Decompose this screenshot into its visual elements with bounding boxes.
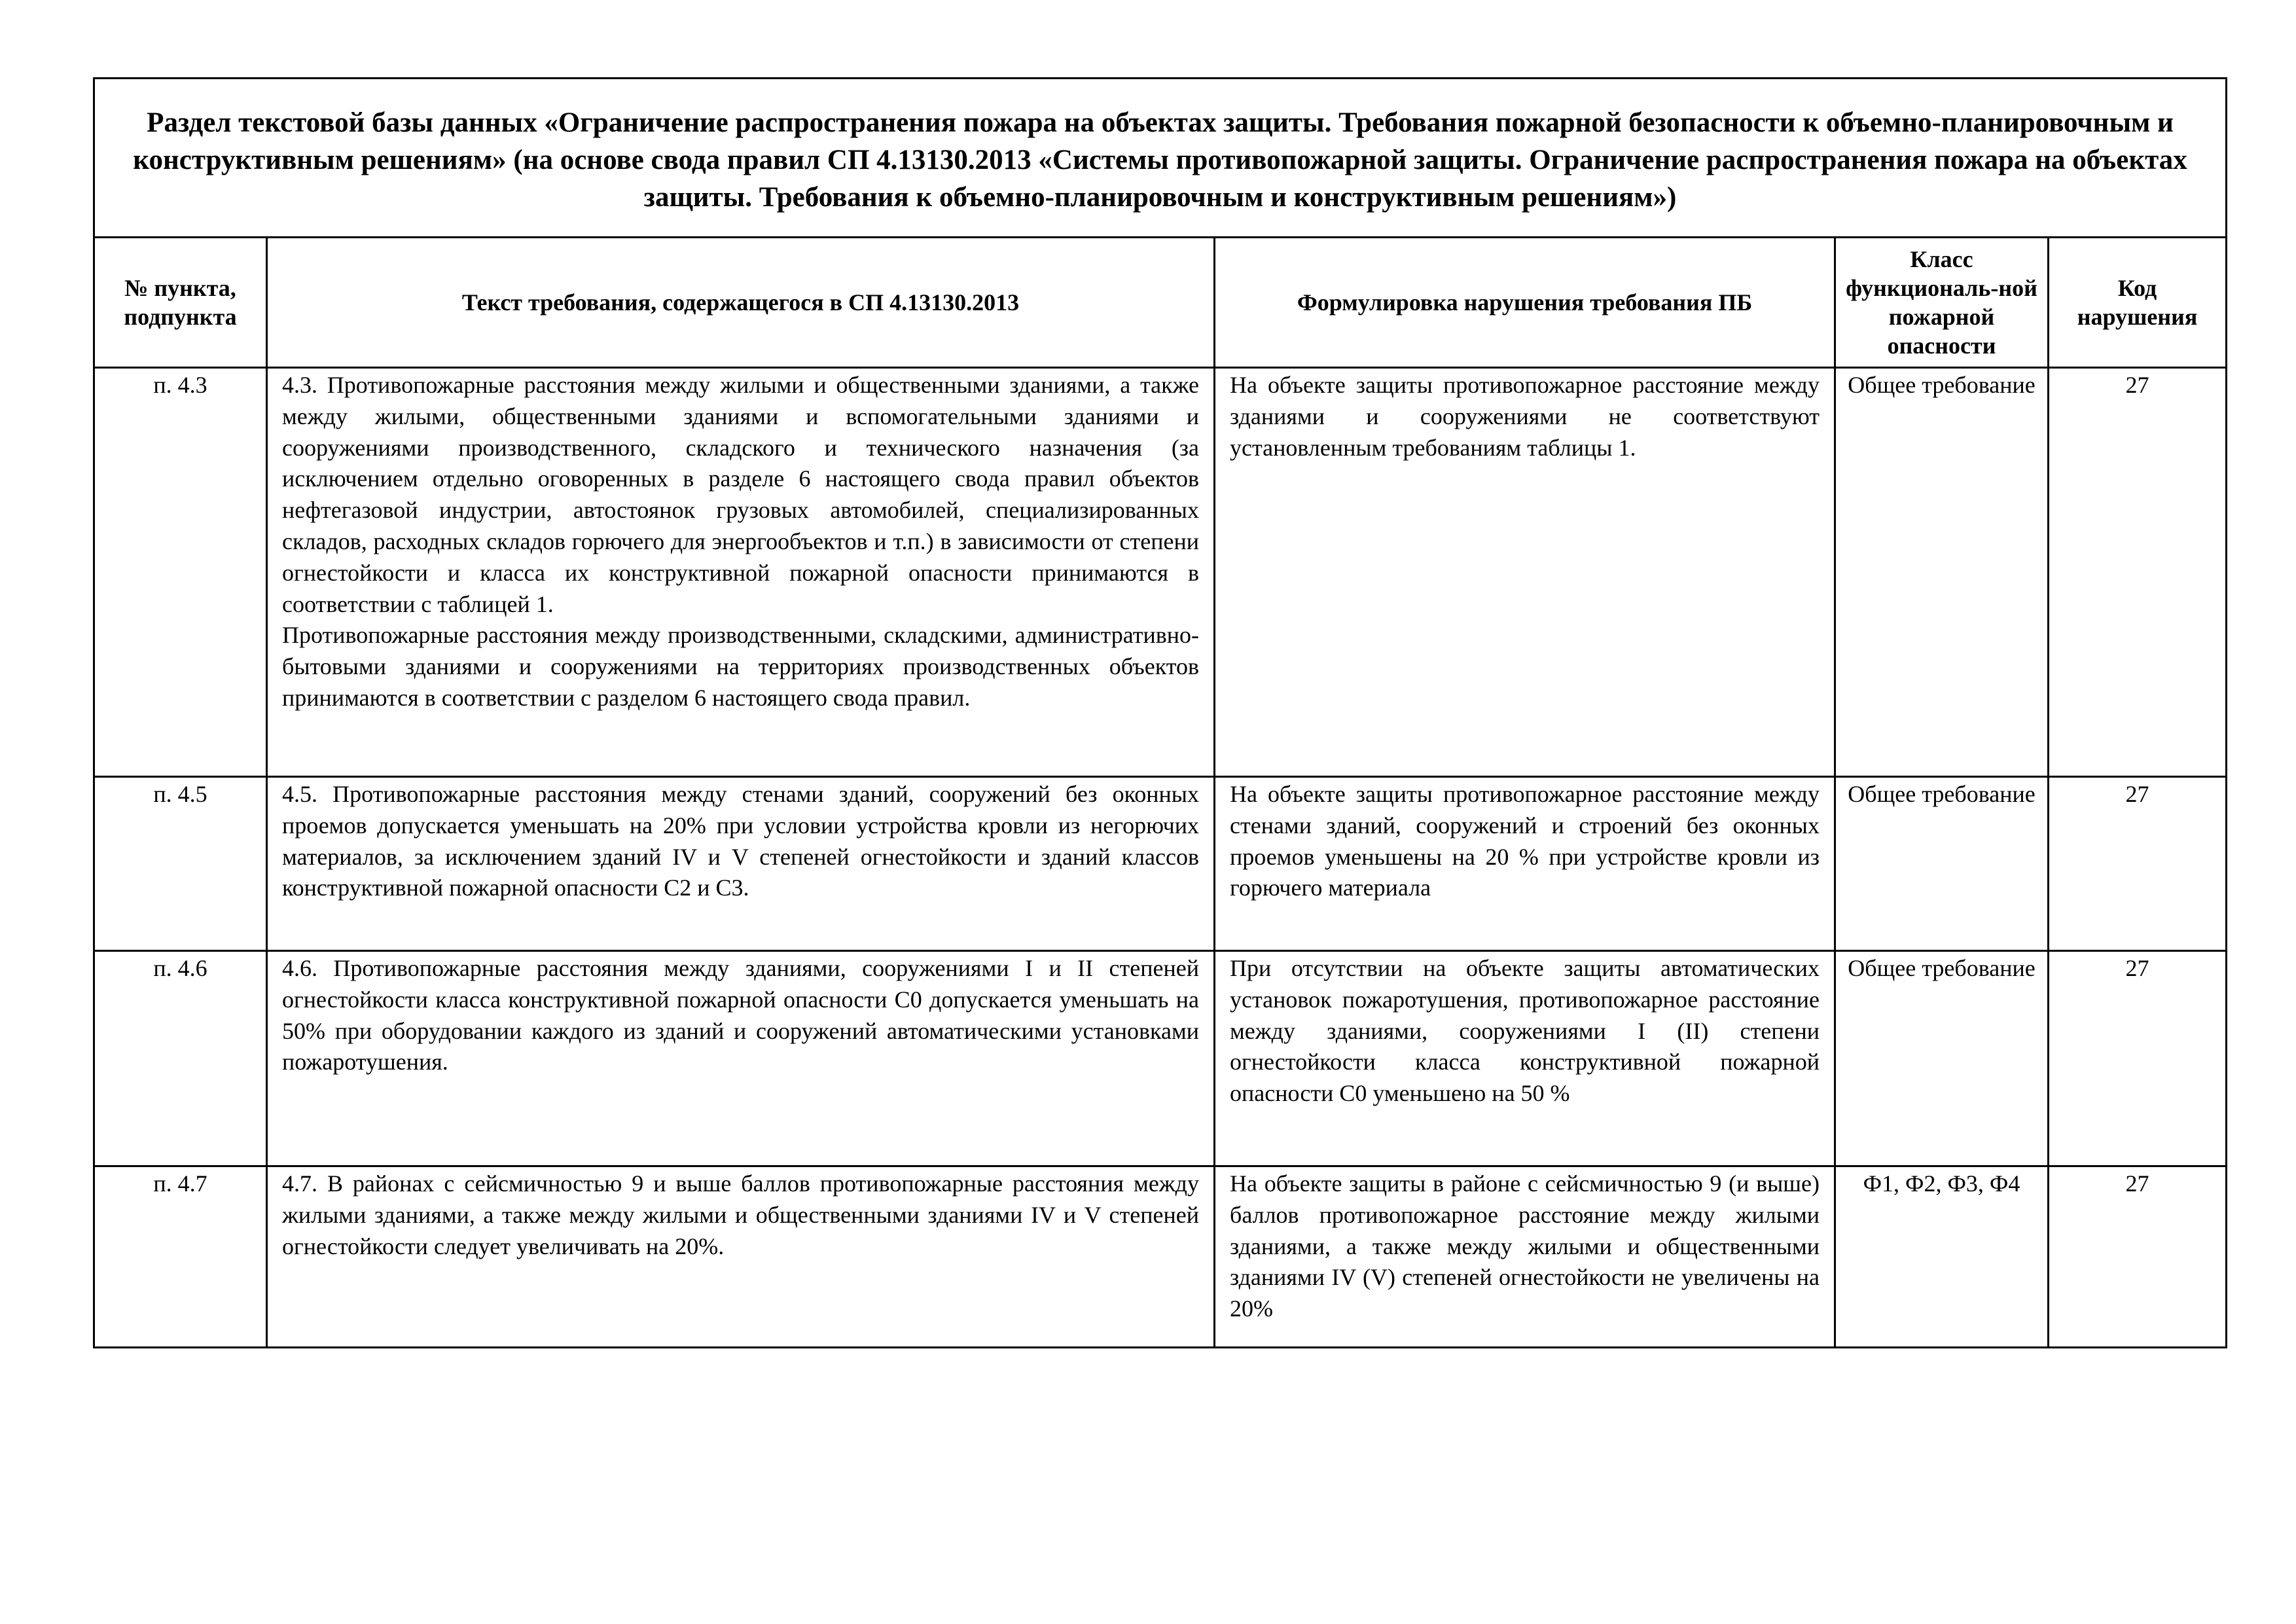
header-text: Текст требования, содержащегося в СП 4.13130.2013 [267,238,1215,368]
row-text-cell [267,1166,1215,1348]
row-violation-cell [1215,951,1835,1166]
violation-text: На объекте защиты противопожарное расстояние между зданиями и сооружениями не соответствуют установленным требованиям таблицы 1. [1230,372,1820,461]
row-violation-cell [1215,1166,1835,1348]
row-fclass-cell: Общее требование [1835,368,2049,777]
requirement-text: 4.6. Противопожарные расстояния между зданиями, сооружениями I и II степеней огнестойкости класса конструктивной пожарной опасности С0 допускается уменьшать на 50% при оборудовании каждого из зданий и сооружений автоматическими установками пожаротушения. [282,955,1199,1075]
header-violation: Формулировка нарушения требования ПБ [1215,238,1835,368]
row-num-cell: п. 4.7 [94,1166,267,1348]
requirement-text: 4.5. Противопожарные расстояния между стенами зданий, сооружений без оконных проемов допускается уменьшать на 20% при условии устройства кровли из негорючих материалов, за исключением зданий IV и V степеней огнестойкости и зданий классов конструктивной пожарной опасности С2 и С3. [282,781,1199,901]
requirement-text: 4.7. В районах с сейсмичностью 9 и выше баллов противопожарные расстояния между жилыми зданиями, а также между жилыми и общественными зданиями IV и V степеней огнестойкости следует увеличивать на 20%. [282,1170,1199,1259]
violation-text: На объекте защиты в районе с сейсмичностью 9 (и выше) баллов противопожарное расстояние между жилыми зданиями, а также между жилыми и общественными зданиями IV (V) степеней огнестойкости не увеличены на 20% [1230,1170,1820,1322]
requirements-table [93,77,2227,1348]
row-fclass-cell: Ф1, Ф2, Ф3, Ф4 [1835,1166,2049,1348]
violation-text: На объекте защиты противопожарное расстояние между стенами зданий, сооружений и строений без оконных проемов уменьшены на 20 % при устройстве кровли из горючего материала [1230,781,1820,901]
requirement-text-extra: Противопожарные расстояния между производственными, складскими, административно-бытовыми зданиями и сооружениями на территориях производственных объектов принимаются в соответствии с разделом 6 настоящего свода правил. [282,622,1199,711]
requirement-text: 4.3. Противопожарные расстояния между жилыми и общественными зданиями, а также между жилыми, общественными зданиями и вспомогательными зданиями и сооружениями производственного, складского и технического назначения (за исключением отдельно оговоренных в разделе 6 настоящего свода правил объектов нефтегазовой индустрии, автостоянок грузовых автомобилей, специализированных складов, расходных складов горючего для энергообъектов и т.п.) в зависимости от степени огнестойкости и класса их конструктивной пожарной опасности принимаются в соответствии с таблицей 1. [282,372,1199,617]
row-text-cell [267,368,1215,777]
header-fclass: Класс функциональ-ной пожарной опасности [1835,238,2049,368]
table-row [94,951,2227,1166]
row-violation-cell [1215,777,1835,951]
header-row [94,238,2227,368]
table-row [94,777,2227,951]
row-code-cell: 27 [2049,1166,2227,1348]
row-num-cell: п. 4.6 [94,951,267,1166]
row-code-cell: 27 [2049,951,2227,1166]
header-code: Код нарушения [2049,238,2227,368]
row-violation-cell [1215,368,1835,777]
row-fclass-cell: Общее требование [1835,951,2049,1166]
row-code-cell: 27 [2049,777,2227,951]
row-num-cell: п. 4.5 [94,777,267,951]
title-row [94,79,2227,238]
row-num-cell: п. 4.3 [94,368,267,777]
header-num: № пункта, подпункта [94,238,267,368]
table-row [94,368,2227,777]
document-title: Раздел текстовой базы данных «Ограничение распространения пожара на объектах защиты. Требования пожарной безопасности к объемно-планировочным и конструктивным решениям» (на основе свода правил СП 4.13130.2013 «Системы противопожарной защиты. Ограничение распространения пожара на объектах защиты. Требования к объемно-планировочным и конструктивным решениям») [133,107,2187,213]
row-text-cell [267,951,1215,1166]
violation-text: При отсутствии на объекте защиты автоматических установок пожаротушения, противопожарное расстояние между зданиями, сооружениями I (II) степени огнестойкости класса конструктивной пожарной опасности С0 уменьшено на 50 % [1230,955,1820,1107]
row-fclass-cell: Общее требование [1835,777,2049,951]
table-row [94,1166,2227,1348]
document-title-cell [94,79,2227,238]
row-code-cell: 27 [2049,368,2227,777]
row-text-cell [267,777,1215,951]
